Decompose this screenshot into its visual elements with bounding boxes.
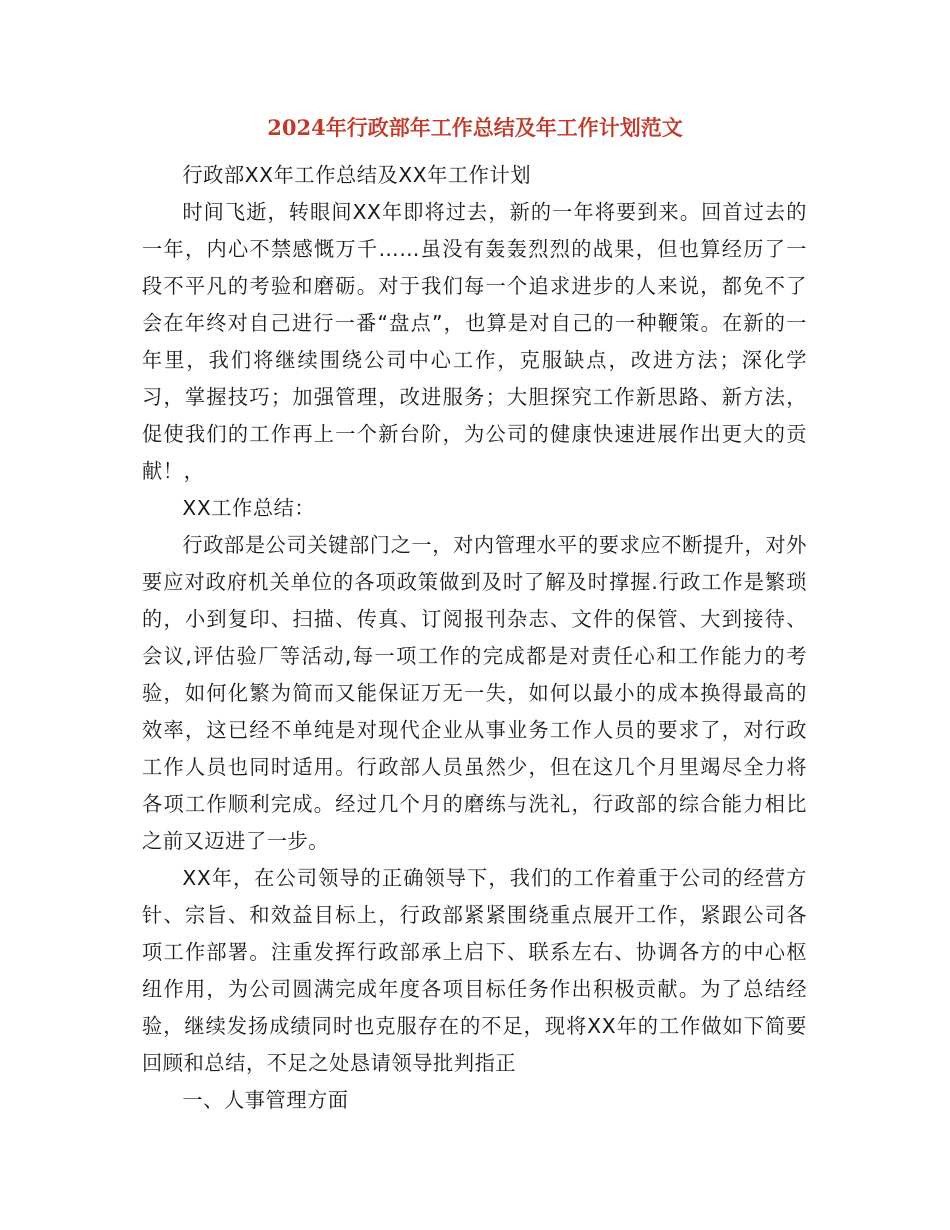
section-heading-hr: 一、人事管理方面 xyxy=(182,1088,349,1112)
section-heading-summary: XX工作总结： xyxy=(182,496,316,520)
intro-paragraph: 时间飞逝，转眼间XX年即将过去，新的一年将要到来。回首过去的一年，内心不禁感慨万千……虽没有轰轰烈烈的战果，但也算经历了一段不平凡的考验和磨砺。对于我们每一个追求进步的人来说，都免不了会在年终对自己进行一番“盘点”，也算是对自己的一种鞭策。在新的一年里，我们将继续围绕公司中心工作，克服缺点，改进方法；深化学习，掌握技巧；加强管理，改进服务；大胆探究工作新思路、新方法，促使我们的工作再上一个新台阶，为公司的健康快速进展作出更大的贡献！， xyxy=(142,200,807,483)
subtitle-paragraph: 行政部XX年工作总结及XX年工作计划 xyxy=(182,163,532,187)
admin-department-paragraph: 行政部是公司关键部门之一，对内管理水平的要求应不断提升，对外要应对政府机关单位的各项政策做到及时了解及时撑握.行政工作是繁琐的，小到复印、扫描、传真、订阅报刊杂志、文件的保管、大到接待、会议,评估验厂等活动,每一项工作的完成都是对责任心和工作能力的考验，如何化繁为简而又能保证万无一失，如何以最小的成本换得最高的效率，这已经不单纯是对现代企业从事业务工作人员的要求了，对行政工作人员也同时适用。行政部人员虽然少，但在这几个月里竭尽全力将各项工作顺利完成。经过几个月的磨练与洗礼，行政部的综合能力相比之前又迈进了一步。 xyxy=(142,533,807,853)
document-body xyxy=(142,157,807,1119)
document-title: 2024年行政部年工作总结及年工作计划范文 xyxy=(267,115,683,140)
year-review-paragraph: XX年，在公司领导的正确领导下，我们的工作着重于公司的经营方针、宗旨、和效益目标上，行政部紧紧围绕重点展开工作，紧跟公司各项工作部署。注重发挥行政部承上启下、联系左右、协调各方的中心枢纽作用，为公司圆满完成年度各项目标任务作出积极贡献。为了总结经验，继续发扬成绩同时也克服存在的不足，现将XX年的工作做如下简要回顾和总结，不足之处恳请领导批判指正 xyxy=(142,866,807,1075)
